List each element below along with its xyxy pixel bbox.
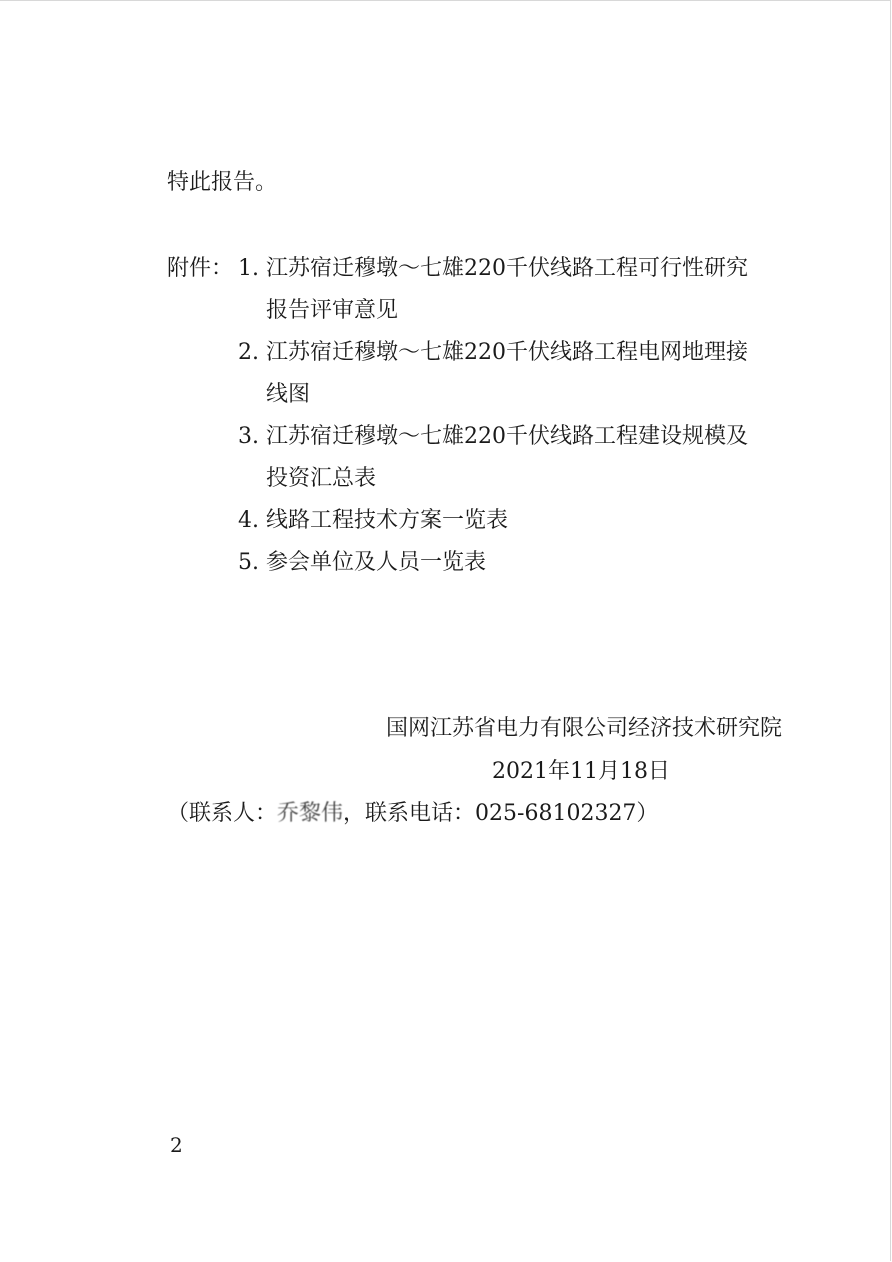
attachment-number: 4. <box>238 508 259 533</box>
attachment-title-line1: 参会单位及人员一览表 <box>266 550 487 575</box>
attachment-title-line1: 线路工程技术方案一览表 <box>266 508 509 533</box>
attachment-number: 1. <box>238 256 259 281</box>
attachment-number: 5. <box>238 550 259 575</box>
closing-statement: 特此报告。 <box>167 170 278 195</box>
attachment-title-line1: 江苏宿迁穆墩～七雄220千伏线路工程可行性研究 <box>266 256 748 281</box>
issuing-organization: 国网江苏省电力有限公司经济技术研究院 <box>385 716 782 741</box>
attachment-number: 3. <box>238 424 259 449</box>
attachment-title-line1: 江苏宿迁穆墩～七雄220千伏线路工程电网地理接 <box>266 340 748 365</box>
attachments-label: 附件： <box>167 256 234 281</box>
contact-suffix: ，联系电话：025-68102327） <box>343 801 659 826</box>
page-number: 2 <box>170 1133 183 1157</box>
attachment-title-line1: 江苏宿迁穆墩～七雄220千伏线路工程建设规模及 <box>266 424 748 449</box>
contact-name: 乔黎伟 <box>277 801 344 826</box>
contact-info <box>167 799 658 829</box>
attachment-title-line2: 报告评审意见 <box>266 298 399 323</box>
issue-date: 2021年11月18日 <box>492 759 670 784</box>
attachment-number: 2. <box>238 340 259 365</box>
attachment-title-line2: 投资汇总表 <box>266 466 377 491</box>
contact-prefix: （联系人： <box>167 801 278 826</box>
attachment-title-line2: 线图 <box>266 382 311 407</box>
